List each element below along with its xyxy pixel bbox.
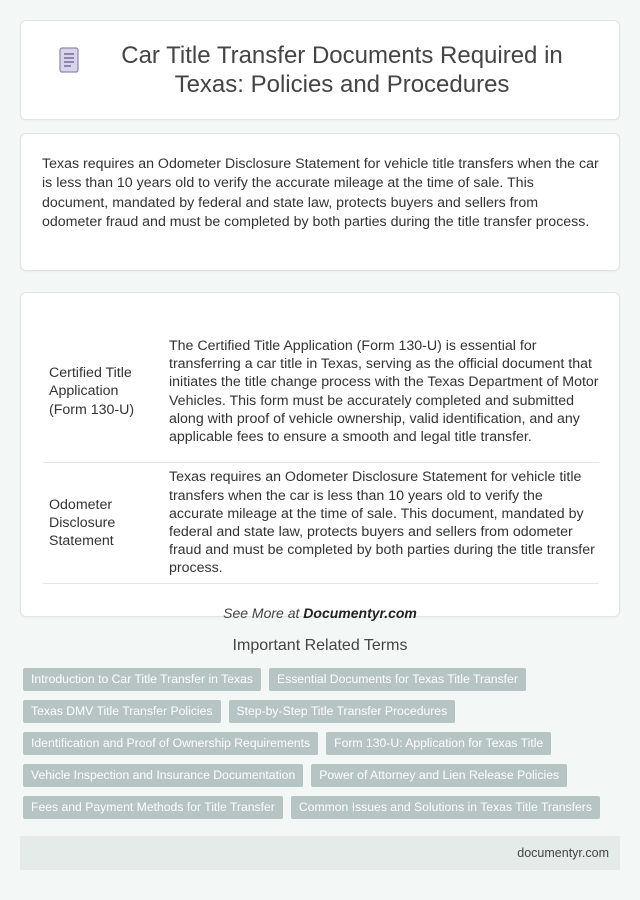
table-row	[43, 321, 599, 463]
related-term-tag[interactable]: Step-by-Step Title Transfer Procedures	[229, 700, 456, 723]
definition-cell: Texas requires an Odometer Disclosure Statement for vehicle title transfers when the car is less than 10 years old to verify the accurate mileage at the time of sale. This document, mandated by federal and state law, protects buyers and sellers from odometer fraud and must be completed by both parties during the title transfer process.	[165, 463, 599, 584]
title-card	[20, 20, 620, 120]
see-more-prefix: See More at	[223, 605, 300, 621]
definitions-table	[43, 321, 599, 584]
footer-site[interactable]: documentyr.com	[517, 846, 609, 860]
intro-card	[20, 133, 620, 271]
term-cell: Odometer Disclosure Statement	[43, 463, 165, 584]
related-term-tag[interactable]: Form 130-U: Application for Texas Title	[326, 732, 551, 755]
related-term-tag[interactable]: Essential Documents for Texas Title Transfer	[269, 668, 526, 691]
page-title: Car Title Transfer Documents Required in Texas: Policies and Procedures	[121, 42, 563, 98]
related-term-tag[interactable]: Fees and Payment Methods for Title Transfer	[23, 796, 283, 819]
see-more-link[interactable]: Documentyr.com	[303, 605, 417, 621]
term-cell: Certified Title Application (Form 130-U)	[43, 321, 165, 463]
see-more	[43, 605, 597, 621]
related-term-tag[interactable]: Texas DMV Title Transfer Policies	[23, 700, 221, 723]
related-term-tag[interactable]: Common Issues and Solutions in Texas Title Transfers	[291, 796, 600, 819]
footer	[20, 836, 620, 870]
related-term-tag[interactable]: Identification and Proof of Ownership Requirements	[23, 732, 318, 755]
related-terms-heading: Important Related Terms	[232, 637, 408, 654]
intro-text: Texas requires an Odometer Disclosure Statement for vehicle title transfers when the car is less than 10 years old to verify the accurate mileage at the time of sale. This document, mandated by federal and state law, protects buyers and sellers from odometer fraud and must be completed by both parties during the title transfer process.	[42, 156, 599, 231]
related-terms-list	[23, 668, 623, 828]
definitions-card	[20, 292, 620, 621]
related-term-tag[interactable]: Introduction to Car Title Transfer in Texas	[23, 668, 261, 691]
table-row	[43, 463, 599, 584]
related-term-tag[interactable]: Power of Attorney and Lien Release Policies	[311, 764, 567, 787]
document-icon	[58, 47, 88, 78]
related-term-tag[interactable]: Vehicle Inspection and Insurance Documentation	[23, 764, 303, 787]
definition-cell: The Certified Title Application (Form 130-U) is essential for transferring a car title in Texas, serving as the official document that initiates the title change process with the Texas Department of Motor Vehicles. This form must be accurately completed and submitted along with proof of vehicle ownership, valid identification, and any applicable fees to ensure a smooth and legal title transfer.	[165, 321, 599, 463]
